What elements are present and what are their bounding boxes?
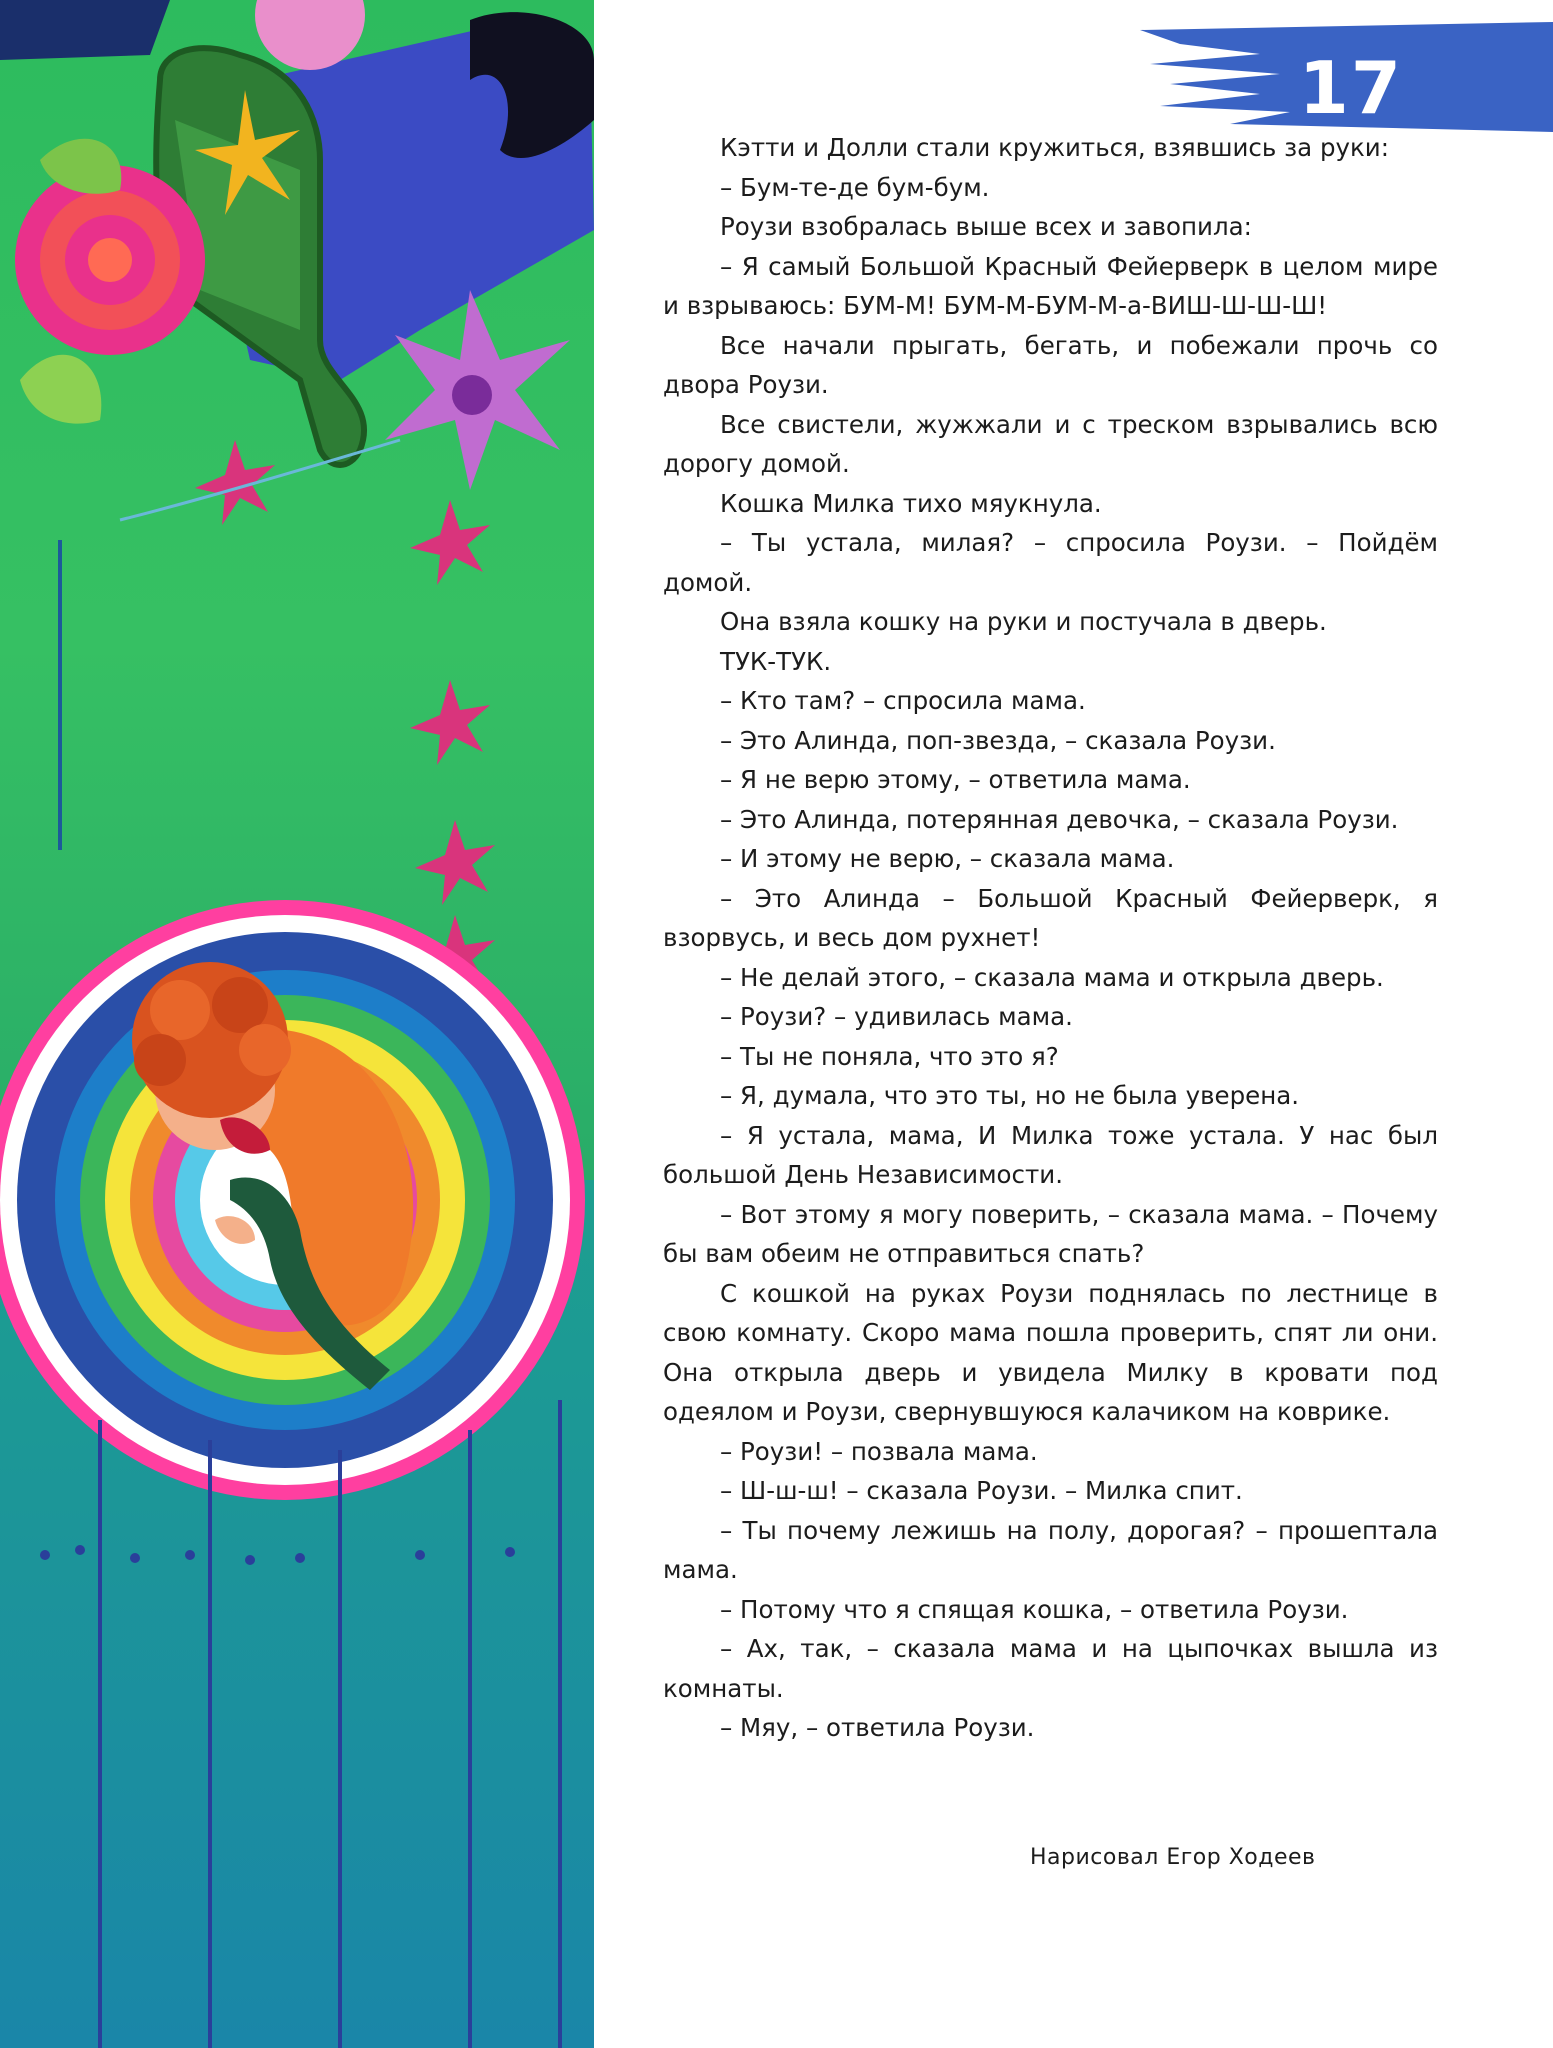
- paragraph: – Ах, так, – сказала мама и на цыпочках вышла из комнаты.: [663, 1634, 1438, 1703]
- paragraph: Кэтти и Долли стали кружиться, взявшись за руки:: [720, 133, 1389, 162]
- paragraph: Все начали прыгать, бегать, и побежали прочь со двора Роузи.: [663, 330, 1438, 399]
- paragraph: – Вот этому я могу поверить, – сказала мама. – Почему бы вам обеим не отправиться спать?: [663, 1199, 1438, 1268]
- paragraph: Она взяла кошку на руки и постучала в дверь.: [720, 607, 1327, 636]
- page-number-badge: [1140, 22, 1553, 132]
- paragraph: – Ты почему лежишь на полу, дорогая? – прошептала мама.: [663, 1515, 1438, 1584]
- paragraph: – Я самый Большой Красный Фейерверк в целом мире и взрываюсь: БУМ-М! БУМ-М-БУМ-М-а-ВИШ-Ш-Ш-Ш!: [663, 251, 1438, 320]
- paragraph: – Потому что я спящая кошка, – ответила Роузи.: [720, 1594, 1349, 1624]
- paragraph: Роузи взобралась выше всех и завопила:: [720, 212, 1252, 241]
- paragraph: – Бум-те-де бум-бум.: [720, 172, 990, 202]
- paragraph: – Я не верю этому, – ответила мама.: [720, 765, 1191, 794]
- night-corner: [0, 0, 170, 60]
- paragraph: – Это Алинда – Большой Красный Фейерверк, я взорвусь, и весь дом рухнет!: [663, 883, 1438, 952]
- paragraph: – Я устала, мама, И Милка тоже устала. У нас был большой День Независимости.: [663, 1120, 1438, 1189]
- paragraph: – Ш-ш-ш! – сказала Роузи. – Милка спит.: [720, 1476, 1243, 1505]
- paragraph: – И этому не верю, – сказала мама.: [720, 844, 1175, 873]
- paragraph: – Мяу, – ответила Роузи.: [720, 1713, 1035, 1742]
- paragraph: – Роузи? – удивилась мама.: [720, 1002, 1073, 1031]
- paragraph: Все свистели, жужжали и с треском взрывались всю дорогу домой.: [663, 409, 1438, 478]
- illustration-painting: [0, 0, 594, 2048]
- story-text: [663, 128, 1438, 1748]
- page-number: 17: [1298, 46, 1403, 130]
- paragraph: – Роузи! – позвала мама.: [720, 1436, 1038, 1466]
- paragraph: – Это Алинда, поп-звезда, – сказала Роузи.: [720, 725, 1276, 755]
- paragraph: – Я, думала, что это ты, но не была уверена.: [720, 1081, 1300, 1110]
- paragraph: Кошка Милка тихо мяукнула.: [720, 488, 1102, 518]
- paragraph: ТУК-ТУК.: [720, 646, 832, 676]
- paragraph: – Это Алинда, потерянная девочка, – сказала Роузи.: [720, 804, 1399, 834]
- paragraph: С кошкой на руках Роузи поднялась по лестнице в свою комнату. Скоро мама пошла проверить, спят ли они. Она открыла дверь и увидела Милку в кровати под одеялом и Роузи, свернувшуюся калачиком на коврике.: [663, 1278, 1438, 1426]
- illustration: [0, 0, 594, 2048]
- illustrator-credit: Нарисовал Егор Ходеев: [1030, 1845, 1316, 1870]
- paragraph: – Ты не поняла, что это я?: [720, 1041, 1059, 1071]
- paragraph: – Кто там? – спросила мама.: [720, 686, 1086, 715]
- paragraph: – Ты устала, милая? – спросила Роузи. – Пойдём домой.: [663, 528, 1438, 597]
- paragraph: – Не делай этого, – сказала мама и открыла дверь.: [720, 962, 1384, 992]
